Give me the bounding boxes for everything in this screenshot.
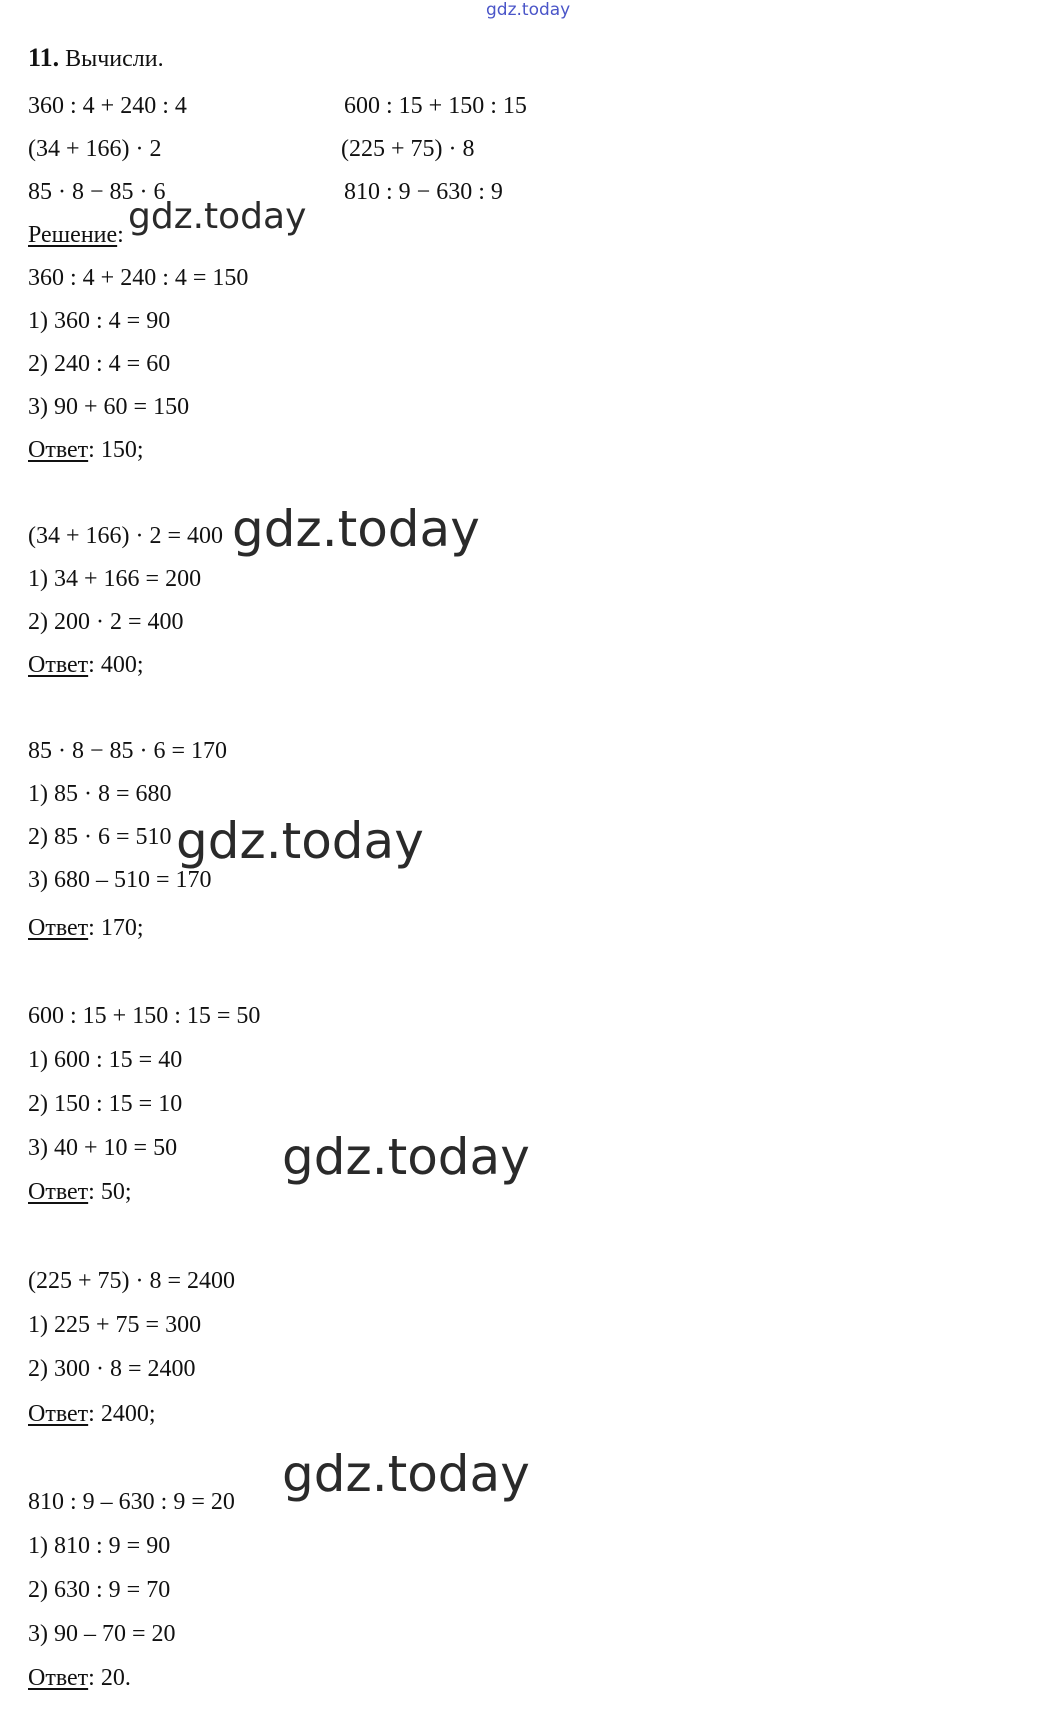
watermark-3: gdz.today: [176, 812, 424, 870]
answer-value: : 170;: [88, 915, 144, 941]
answer-label: Ответ: [28, 437, 89, 463]
problem-right-1: 600 : 15 + 150 : 15: [344, 93, 527, 119]
block-5-answer: [28, 1400, 156, 1428]
problem-right-3: 810 : 9 − 630 : 9: [344, 179, 503, 205]
block-1-answer: [28, 436, 144, 464]
solution-label: Решение: [28, 222, 118, 248]
block-6-step-2: 2) 630 : 9 = 70: [28, 1577, 171, 1603]
block-1-expression: 360 : 4 + 240 : 4 = 150: [28, 265, 249, 291]
answer-label: Ответ: [28, 652, 89, 678]
answer-label: Ответ: [28, 1665, 89, 1691]
watermark-5: gdz.today: [282, 1445, 530, 1503]
block-3-expression: 85 · 8 − 85 · 6 = 170: [28, 738, 228, 764]
answer-label: Ответ: [28, 1179, 89, 1205]
block-6-step-3: 3) 90 – 70 = 20: [28, 1621, 176, 1647]
block-5-step-2: 2) 300 · 8 = 2400: [28, 1356, 196, 1382]
block-2-step-2: 2) 200 · 2 = 400: [28, 609, 184, 635]
block-3-step-1: 1) 85 · 8 = 680: [28, 781, 172, 807]
watermark-2: gdz.today: [232, 500, 480, 558]
watermark-1: gdz.today: [128, 196, 307, 237]
block-4-step-1: 1) 600 : 15 = 40: [28, 1047, 183, 1073]
answer-value: : 150;: [88, 437, 144, 463]
block-5-expression: (225 + 75) · 8 = 2400: [28, 1268, 236, 1294]
answer-value: : 400;: [88, 652, 144, 678]
block-2-answer: [28, 651, 144, 679]
block-4-expression: 600 : 15 + 150 : 15 = 50: [28, 1003, 261, 1029]
block-5-step-1: 1) 225 + 75 = 300: [28, 1312, 202, 1338]
answer-value: : 20.: [88, 1665, 131, 1691]
block-6-answer: [28, 1664, 131, 1692]
block-4-step-2: 2) 150 : 15 = 10: [28, 1091, 183, 1117]
task-title: Вычисли.: [65, 46, 164, 72]
solution-heading: Решение:: [28, 222, 124, 248]
problem-right-2: (225 + 75) · 8: [341, 136, 475, 162]
problem-left-1: 360 : 4 + 240 : 4: [28, 93, 187, 119]
block-4-answer: [28, 1178, 132, 1206]
answer-value: : 50;: [88, 1179, 132, 1205]
top-watermark: gdz.today: [486, 0, 571, 20]
answer-label: Ответ: [28, 1401, 89, 1427]
block-3-step-3: 3) 680 – 510 = 170: [28, 867, 212, 893]
task-number: 11.: [28, 43, 60, 72]
block-2-step-1: 1) 34 + 166 = 200: [28, 566, 202, 592]
answer-value: : 2400;: [88, 1401, 156, 1427]
block-3-step-2: 2) 85 · 6 = 510: [28, 824, 172, 850]
block-6-expression: 810 : 9 – 630 : 9 = 20: [28, 1489, 235, 1515]
block-1-step-3: 3) 90 + 60 = 150: [28, 394, 190, 420]
block-6-step-1: 1) 810 : 9 = 90: [28, 1533, 171, 1559]
problem-left-2: (34 + 166) · 2: [28, 136, 162, 162]
block-1-step-2: 2) 240 : 4 = 60: [28, 351, 171, 377]
answer-label: Ответ: [28, 915, 89, 941]
watermark-4: gdz.today: [282, 1128, 530, 1186]
block-1-step-1: 1) 360 : 4 = 90: [28, 308, 171, 334]
task-heading: [28, 44, 164, 73]
problem-left-3: 85 · 8 − 85 · 6: [28, 179, 166, 205]
block-4-step-3: 3) 40 + 10 = 50: [28, 1135, 178, 1161]
block-3-answer: [28, 914, 144, 942]
block-2-expression: (34 + 166) · 2 = 400: [28, 523, 224, 549]
